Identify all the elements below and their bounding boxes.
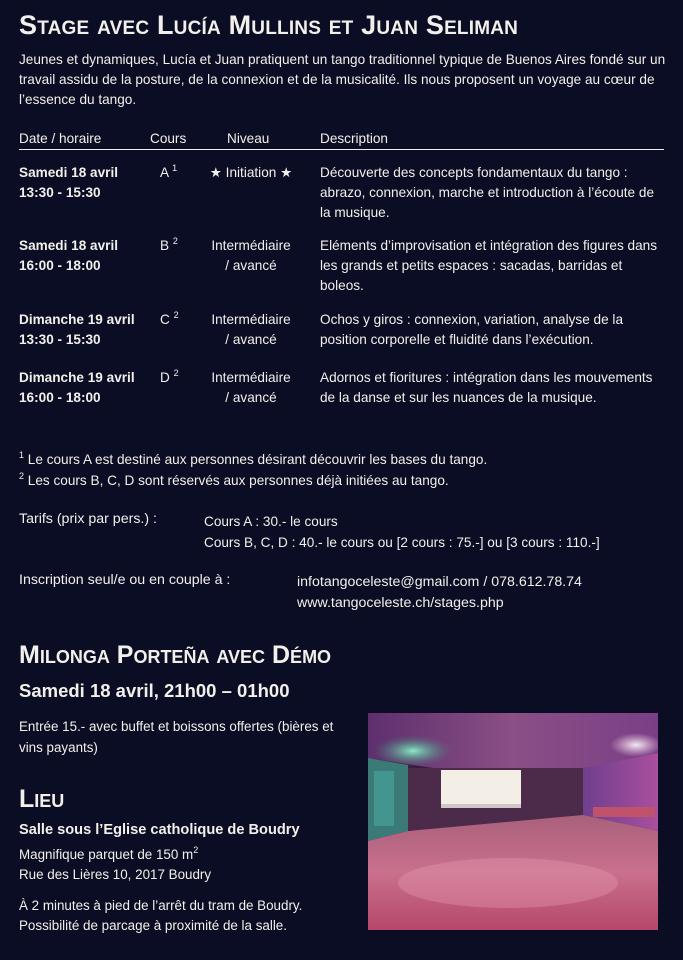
row-niveau <box>202 310 300 350</box>
milonga-date: Samedi 18 avril, 21h00 – 01h00 <box>19 680 290 701</box>
row-cours <box>160 368 200 388</box>
venue-photo <box>368 713 658 930</box>
row-time: 16:00 - 18:00 <box>19 390 101 405</box>
tarifs-label: Tarifs (prix par pers.) : <box>19 511 157 527</box>
niveau-line: Intermédiaire <box>211 238 291 253</box>
niveau-line: / avancé <box>225 258 277 273</box>
tarif-line: Cours A : 30.- le cours <box>204 514 338 529</box>
footnotes <box>19 449 669 491</box>
niveau-line: / avancé <box>225 390 277 405</box>
venue-access <box>19 896 359 936</box>
venue-info <box>19 845 359 885</box>
row-datetime <box>19 236 154 276</box>
row-description: Ochos y giros : connexion, variation, analyse de la position corporelle et fluidité dans l’exécution. <box>320 312 624 347</box>
cours-letter: C <box>160 312 170 327</box>
cours-footnote-mark: 2 <box>173 310 179 320</box>
row-datetime <box>19 310 154 350</box>
row-description: Adornos et fioritures : intégration dans les mouvements de la danse et sur les nuances de la musique. <box>320 370 653 405</box>
cours-letter: D <box>160 370 170 385</box>
cours-footnote-mark: 2 <box>173 368 179 378</box>
stage-intro: Jeunes et dynamiques, Lucía et Juan pratiquent un tango traditionnel typique de Buenos Aires fondé sur un travail assidu de la posture, de la connexion et de la musicalité. Ils nous proposent un voyage au cœur de l’essence du tango. <box>19 52 666 107</box>
cours-letter: B <box>160 238 170 253</box>
inscription-label: Inscription seul/e ou en couple à : <box>19 572 231 588</box>
row-date: Samedi 18 avril <box>19 238 118 253</box>
footnote <box>19 470 669 491</box>
row-niveau <box>202 163 300 183</box>
header-date: Date / horaire <box>19 131 102 146</box>
row-date: Dimanche 19 avril <box>19 370 135 385</box>
inscription-details <box>297 572 582 614</box>
niveau-line: Intermédiaire <box>211 370 291 385</box>
footnote-mark: 1 <box>19 450 25 460</box>
parquet-unit-exponent: 2 <box>193 845 199 855</box>
schedule-header <box>19 131 664 150</box>
footnote-text: Le cours A est destiné aux personnes désirant découvrir les bases du tango. <box>24 452 488 467</box>
venue-address: Rue des Lières 10, 2017 Boudry <box>19 867 212 882</box>
row-cours <box>160 236 200 256</box>
footnote-mark: 2 <box>19 471 25 481</box>
parking-text: Possibilité de parcage à proximité de la salle. <box>19 918 287 933</box>
row-cours <box>160 310 200 330</box>
tarif-line: Cours B, C, D : 40.- le cours ou [2 cours : 75.-] ou [3 cours : 110.-] <box>204 535 600 550</box>
row-datetime <box>19 368 154 408</box>
row-date: Dimanche 19 avril <box>19 312 135 327</box>
row-niveau <box>202 236 300 276</box>
header-niveau: Niveau <box>227 131 270 146</box>
lieu-title: Lieu <box>19 785 65 813</box>
cours-footnote-mark: 2 <box>172 236 178 246</box>
row-cours <box>160 163 200 183</box>
niveau-line: Intermédiaire <box>211 312 291 327</box>
tarifs-details <box>204 511 600 553</box>
milonga-title: Milonga Porteña avec Démo <box>19 641 332 669</box>
cours-letter: A <box>160 165 169 180</box>
stage-title: Stage avec Lucía Mullins et Juan Seliman <box>19 10 519 40</box>
venue-parquet <box>19 845 359 865</box>
row-date: Samedi 18 avril <box>19 165 118 180</box>
venue-name: Salle sous l’Eglise catholique de Boudry <box>19 822 300 838</box>
footnote <box>19 449 669 470</box>
milonga-entree: Entrée 15.- avec buffet et boissons offertes (bières et vins payants) <box>19 719 334 755</box>
cours-footnote-mark: 1 <box>172 163 178 173</box>
contact-email-phone[interactable]: infotangoceleste@gmail.com / 078.612.78.74 <box>297 574 582 590</box>
row-description: Eléments d’improvisation et intégration des figures dans les grands et petits espaces : sacadas, barridas et boleos. <box>320 238 658 293</box>
niveau-line: / avancé <box>225 332 277 347</box>
row-time: 16:00 - 18:00 <box>19 258 101 273</box>
row-description: Découverte des concepts fondamentaux du tango : abrazo, connexion, marche et introduction à l’écoute de la musique. <box>320 165 655 220</box>
row-datetime <box>19 163 154 203</box>
row-niveau <box>202 368 300 408</box>
website-link[interactable]: www.tangoceleste.ch/stages.php <box>297 595 504 611</box>
niveau-line: ★ Initiation ★ <box>209 165 293 180</box>
row-time: 13:30 - 15:30 <box>19 185 101 200</box>
header-description: Description <box>320 131 388 146</box>
access-text: À 2 minutes à pied de l’arrêt du tram de Boudry. <box>19 898 303 913</box>
header-cours: Cours <box>150 131 187 146</box>
row-time: 13:30 - 15:30 <box>19 332 101 347</box>
parquet-text: Magnifique parquet de 150 m <box>19 847 194 862</box>
footnote-text: Les cours B, C, D sont réservés aux personnes déjà initiées au tango. <box>24 473 449 488</box>
